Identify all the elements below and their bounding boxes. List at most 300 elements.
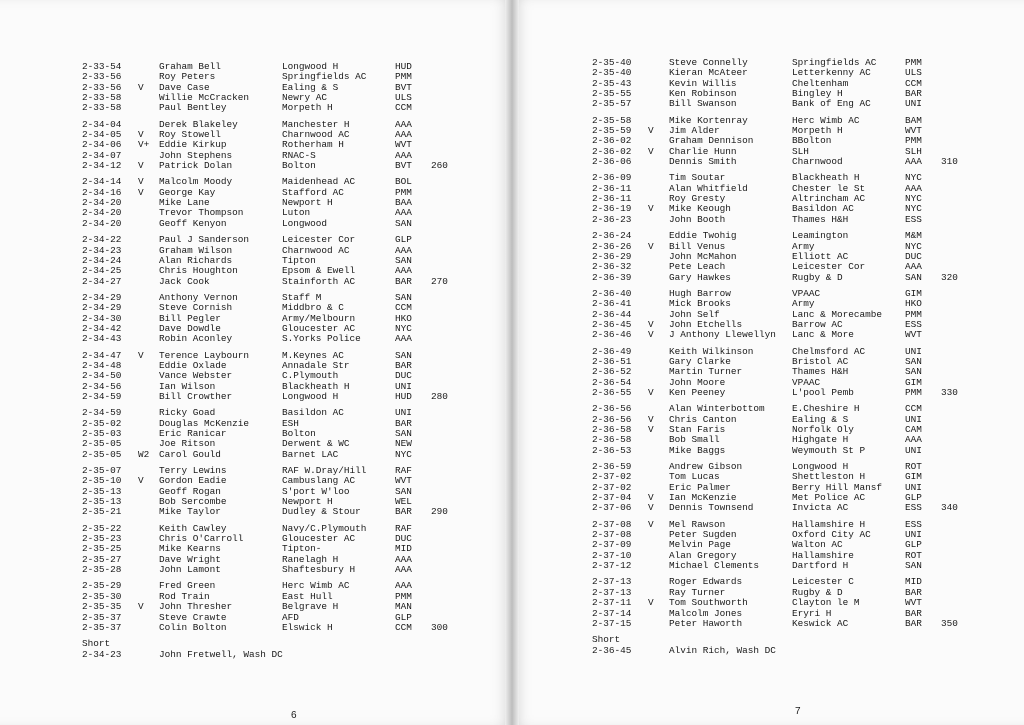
position-marker	[431, 83, 461, 93]
time: 2-36-24	[592, 230, 632, 242]
time: 2-37-04	[592, 492, 632, 504]
region-code: UNI	[395, 380, 412, 392]
region-code: BOL	[395, 176, 412, 188]
region-code: AAA	[395, 333, 412, 345]
region-code: HKO	[905, 298, 922, 310]
athlete-name: Kieran McAteer	[669, 67, 748, 79]
time: 2-35-27	[82, 553, 122, 565]
category-mark	[138, 487, 159, 497]
position-marker	[941, 551, 971, 561]
athlete-name: Michael Clements	[669, 560, 760, 572]
athlete-name: Robin Aconley	[159, 333, 233, 345]
position-marker	[431, 219, 461, 229]
club: Newry AC	[282, 92, 328, 104]
time: 2-35-22	[82, 522, 122, 534]
region-code: NYC	[905, 193, 922, 205]
time: 2-37-02	[592, 481, 632, 493]
result-row	[82, 277, 461, 287]
category-mark: V	[138, 81, 144, 93]
club: Navy/C.Plymouth	[282, 522, 367, 534]
position-marker	[941, 136, 971, 146]
position-marker: 330	[941, 386, 958, 398]
region-code: PMM	[395, 71, 412, 83]
position-marker	[431, 592, 461, 602]
region-code: SAN	[395, 291, 412, 303]
time: 2-36-41	[592, 298, 632, 310]
category-mark	[648, 577, 669, 587]
region-code: ULS	[905, 67, 922, 79]
result-row	[592, 231, 971, 241]
club: Stainforth AC	[282, 275, 356, 287]
club: Leicester C	[792, 576, 854, 588]
category-mark	[648, 357, 669, 367]
athlete-name: Trevor Thompson	[159, 207, 244, 219]
time: 2-35-28	[82, 564, 122, 576]
category-mark	[138, 93, 159, 103]
athlete-name: Charlie Hunn	[669, 145, 737, 157]
club: Ranelagh H	[282, 553, 339, 565]
athlete-name: Chris Houghton	[159, 265, 238, 277]
athlete-name: John Moore	[669, 376, 726, 388]
time: 2-34-20	[82, 207, 122, 219]
athlete-name: Mike Keough	[669, 203, 731, 215]
category-mark	[138, 507, 159, 517]
region-code: SLH	[905, 145, 922, 157]
region-code: BAR	[395, 417, 412, 429]
position-marker	[431, 419, 461, 429]
club: Dudley & Stour	[282, 506, 361, 518]
position-marker	[941, 330, 971, 340]
category-mark	[138, 246, 159, 256]
club: Longwood	[282, 217, 328, 229]
category-mark: V	[138, 129, 144, 141]
club: Highgate H	[792, 434, 849, 446]
time: 2-35-35	[82, 601, 122, 613]
time: 2-36-26	[592, 240, 632, 252]
results-list-right	[592, 58, 971, 656]
athlete-name: Gordon Eadie	[159, 475, 227, 487]
category-mark	[648, 79, 669, 89]
time: 2-37-13	[592, 586, 632, 598]
position-marker	[941, 310, 971, 320]
position-marker	[431, 581, 461, 591]
category-mark	[138, 314, 159, 324]
athlete-name: Bob Small	[669, 434, 720, 446]
position-marker	[941, 252, 971, 262]
club: Shaftesbury H	[282, 564, 356, 576]
category-mark	[138, 419, 159, 429]
result-row	[592, 503, 971, 513]
result-row	[82, 235, 461, 245]
result-row	[82, 103, 461, 113]
result-row	[592, 619, 971, 629]
club: Lanc & More	[792, 329, 854, 341]
position-marker	[941, 462, 971, 472]
time: 2-36-02	[592, 145, 632, 157]
time: 2-36-39	[592, 271, 632, 283]
athlete-name: Dave Wright	[159, 553, 221, 565]
region-code: GLP	[905, 539, 922, 551]
position-marker: 300	[431, 621, 448, 633]
result-row	[82, 565, 461, 575]
position-marker	[941, 89, 971, 99]
position-marker	[431, 450, 461, 460]
club: Walton AC	[792, 539, 843, 551]
category-mark	[648, 58, 669, 68]
time: 2-35-13	[82, 496, 122, 508]
spacer	[138, 650, 159, 660]
category-mark	[648, 561, 669, 571]
club: Cheltenham	[792, 77, 849, 89]
region-code: AAA	[395, 580, 412, 592]
region-code: RAF	[395, 465, 412, 477]
category-mark	[138, 429, 159, 439]
category-mark	[138, 277, 159, 287]
position-marker	[431, 439, 461, 449]
region-code: UNI	[905, 413, 922, 425]
athlete-name: John Stephens	[159, 149, 233, 161]
club: Oxford City AC	[792, 529, 871, 541]
time: 2-34-23	[82, 244, 122, 256]
time: 2-37-02	[592, 471, 632, 483]
region-code: CCM	[395, 621, 412, 633]
club: Elliott AC	[792, 250, 849, 262]
category-mark: V	[138, 601, 144, 613]
time: 2-36-56	[592, 413, 632, 425]
athlete-name: Dennis Smith	[669, 156, 737, 168]
result-row	[82, 623, 461, 633]
category-mark	[138, 334, 159, 344]
category-mark: V+	[138, 139, 150, 151]
athlete-name: Alan Winterbottom	[669, 403, 765, 415]
category-mark	[648, 367, 669, 377]
category-mark	[648, 462, 669, 472]
category-mark	[138, 371, 159, 381]
athlete-name: Dennis Townsend	[669, 502, 754, 514]
athlete-name: Steve Crawte	[159, 611, 227, 623]
position-marker	[431, 188, 461, 198]
club: Maidenhead AC	[282, 176, 356, 188]
time: 2-35-05	[82, 438, 122, 450]
athlete-name: Malcolm Moody	[159, 176, 233, 188]
club: Rugby & D	[792, 586, 843, 598]
region-code: CCM	[395, 102, 412, 114]
athlete-name: Bill Swanson	[669, 98, 737, 110]
position-marker: 260	[431, 160, 448, 172]
region-code: BAR	[905, 88, 922, 100]
position-marker	[431, 303, 461, 313]
time: 2-37-12	[592, 560, 632, 572]
time: 2-36-56	[592, 403, 632, 415]
category-mark	[138, 565, 159, 575]
category-mark	[138, 613, 159, 623]
club: Basildon AC	[792, 203, 854, 215]
position-marker	[431, 602, 461, 612]
time: 2-36-59	[592, 461, 632, 473]
athlete-name: Chris Canton	[669, 413, 737, 425]
athlete-name: Eddie Twohig	[669, 230, 737, 242]
category-mark: V	[138, 349, 144, 361]
time: 2-35-55	[592, 88, 632, 100]
time: 2-34-48	[82, 359, 122, 371]
position-marker	[941, 204, 971, 214]
club: Longwood H	[282, 61, 339, 72]
athlete-name: Terry Lewins	[159, 465, 227, 477]
club: L'pool Pemb	[792, 386, 854, 398]
club: Charnwood AC	[282, 129, 350, 141]
region-code: GLP	[395, 234, 412, 246]
position-marker	[941, 357, 971, 367]
region-code: BAA	[395, 197, 412, 209]
category-mark: V	[648, 203, 654, 215]
time: 2-35-29	[82, 580, 122, 592]
results-list-left	[82, 62, 461, 660]
athlete-name: Ricky Goad	[159, 407, 216, 419]
club: C.Plymouth	[282, 370, 339, 382]
time: 2-34-20	[82, 197, 122, 209]
category-mark	[138, 256, 159, 266]
time: 2-36-11	[592, 182, 632, 194]
book-gutter	[505, 0, 519, 725]
time: 2-34-05	[82, 129, 122, 141]
region-code: AAA	[395, 129, 412, 141]
time: 2-34-25	[82, 265, 122, 277]
athlete-name: Andrew Gibson	[669, 461, 743, 473]
club: Blackheath H	[282, 380, 350, 392]
time: 2-34-06	[82, 139, 122, 151]
time: 2-36-11	[592, 193, 632, 205]
club: Army	[792, 240, 815, 252]
region-code: CAM	[905, 424, 922, 435]
athlete-name: Steve Connelly	[669, 57, 748, 68]
category-mark	[138, 324, 159, 334]
athlete-name: Geoff Kenyon	[159, 217, 227, 229]
athlete-name: Mike Kearns	[159, 543, 221, 555]
category-mark: V	[138, 176, 144, 188]
position-marker	[941, 194, 971, 204]
category-mark: V	[648, 518, 654, 530]
athlete-name: John Thresher	[159, 601, 233, 613]
position-marker	[941, 79, 971, 89]
region-code: WVT	[395, 475, 412, 487]
region-code: WVT	[905, 125, 922, 137]
position-marker	[431, 371, 461, 381]
category-mark	[648, 435, 669, 445]
club: Newport H	[282, 197, 333, 209]
club: Weymouth St P	[792, 444, 866, 456]
athlete-name: J Anthony Llewellyn	[669, 329, 776, 341]
club: Keswick AC	[792, 617, 849, 629]
region-code: SAN	[395, 217, 412, 229]
region-code: M&M	[905, 230, 922, 242]
region-code: UNI	[905, 481, 922, 493]
region-code: AAA	[395, 265, 412, 277]
category-mark: V	[648, 125, 654, 137]
region-code: PMM	[395, 590, 412, 602]
athlete-name: Steve Cornish	[159, 302, 233, 314]
club: Ealing & S	[792, 413, 849, 425]
position-marker	[941, 446, 971, 456]
position-marker	[941, 215, 971, 225]
category-mark: V	[648, 492, 654, 504]
category-mark	[138, 219, 159, 229]
short-time: 2-34-23	[82, 648, 122, 660]
athlete-name: Dave Case	[159, 81, 210, 93]
category-mark	[138, 361, 159, 371]
region-code: NYC	[395, 322, 412, 334]
category-mark	[138, 581, 159, 591]
time: 2-36-46	[592, 329, 632, 341]
result-row	[592, 561, 971, 571]
region-code: BAR	[395, 275, 412, 287]
region-code: SAN	[905, 366, 922, 378]
time: 2-34-30	[82, 312, 122, 324]
position-marker	[431, 524, 461, 534]
athlete-name: Kevin Willis	[669, 77, 737, 89]
position-marker	[431, 62, 461, 72]
category-mark	[138, 266, 159, 276]
region-code: NYC	[905, 172, 922, 184]
result-row	[592, 273, 971, 283]
time: 2-34-42	[82, 322, 122, 334]
club: Elswick H	[282, 621, 333, 633]
position-marker	[431, 72, 461, 82]
region-code: AAA	[395, 244, 412, 256]
position-marker	[941, 262, 971, 272]
athlete-name: Roy Stowell	[159, 129, 221, 141]
club: Chelmsford AC	[792, 345, 866, 357]
time: 2-36-58	[592, 424, 632, 435]
athlete-name: Patrick Dolan	[159, 160, 233, 172]
club: Gloucester AC	[282, 322, 356, 334]
category-mark	[138, 303, 159, 313]
position-marker	[431, 476, 461, 486]
athlete-name: Keith Wilkinson	[669, 345, 754, 357]
region-code: PMM	[905, 57, 922, 68]
category-mark: V	[648, 502, 654, 514]
club: RNAC-S	[282, 149, 316, 161]
athlete-name: Graham Bell	[159, 61, 221, 72]
region-code: UNI	[905, 345, 922, 357]
club: E.Cheshire H	[792, 403, 860, 415]
category-mark	[138, 408, 159, 418]
club: Army	[792, 298, 815, 310]
time: 2-35-07	[82, 465, 122, 477]
page-number-right: 7	[795, 706, 801, 717]
result-row	[592, 388, 971, 398]
time: 2-35-37	[82, 621, 122, 633]
club: VPAAC	[792, 376, 821, 388]
time: 2-37-15	[592, 617, 632, 629]
position-marker: 270	[431, 275, 448, 287]
athlete-name: Colin Bolton	[159, 621, 227, 633]
time: 2-35-59	[592, 125, 632, 137]
region-code: MID	[395, 543, 412, 555]
category-mark	[648, 609, 669, 619]
position-marker	[941, 483, 971, 493]
region-code: SAN	[395, 254, 412, 266]
region-code: RAF	[395, 522, 412, 534]
category-mark	[648, 530, 669, 540]
result-row	[592, 299, 971, 309]
position-marker: 310	[941, 156, 958, 168]
region-code: CCM	[905, 77, 922, 89]
time: 2-36-44	[592, 308, 632, 320]
short-time: 2-36-45	[592, 644, 632, 656]
club: M.Keynes AC	[282, 349, 344, 361]
athlete-name: John McMahon	[669, 250, 737, 262]
position-marker	[431, 408, 461, 418]
time: 2-37-09	[592, 539, 632, 551]
time: 2-34-04	[82, 118, 122, 130]
region-code: ESS	[905, 318, 922, 330]
region-code: WVT	[905, 597, 922, 609]
region-code: AAA	[395, 553, 412, 565]
position-marker	[431, 208, 461, 218]
region-code: ROT	[905, 461, 922, 473]
category-mark: V	[648, 329, 654, 341]
short-entry: John Fretwell, Wash DC	[159, 648, 283, 660]
club: Berry Hill Mansf	[792, 481, 883, 493]
club: Invicta AC	[792, 502, 849, 514]
club: Blackheath H	[792, 172, 860, 184]
time: 2-34-20	[82, 217, 122, 229]
position-marker: 280	[431, 390, 448, 402]
category-mark: V	[138, 186, 144, 198]
position-marker: 340	[941, 502, 958, 514]
short-entry: Alvin Rich, Wash DC	[669, 644, 776, 656]
athlete-name: Mike Taylor	[159, 506, 221, 518]
time: 2-36-53	[592, 444, 632, 456]
club: Dartford H	[792, 560, 849, 572]
time: 2-35-57	[592, 98, 632, 110]
page-right	[512, 0, 1024, 725]
athlete-name: Jim Alder	[669, 125, 720, 137]
region-code: UNI	[395, 407, 412, 419]
region-code: BAR	[395, 506, 412, 518]
athlete-name: John Booth	[669, 213, 726, 225]
position-marker	[941, 472, 971, 482]
club: Longwood H	[792, 461, 849, 473]
club: Newport H	[282, 496, 333, 508]
position-marker	[941, 367, 971, 377]
club: Barnet LAC	[282, 448, 339, 460]
time: 2-34-12	[82, 160, 122, 172]
region-code: AAA	[395, 564, 412, 576]
athlete-name: Mike Baggs	[669, 444, 726, 456]
category-mark	[648, 446, 669, 456]
position-marker	[941, 242, 971, 252]
category-mark	[648, 347, 669, 357]
time: 2-33-58	[82, 92, 122, 104]
club: Army/Melbourn	[282, 312, 356, 324]
club: Clayton le M	[792, 597, 860, 609]
athlete-name: Geoff Rogan	[159, 485, 221, 497]
club: Hallamshire	[792, 549, 854, 561]
category-mark	[648, 472, 669, 482]
athlete-name: George Kay	[159, 186, 216, 198]
athlete-name: Bob Sercombe	[159, 496, 227, 508]
result-row	[82, 392, 461, 402]
club: Altrincham AC	[792, 193, 866, 205]
category-mark	[648, 89, 669, 99]
spacer	[648, 646, 669, 656]
region-code: HUD	[395, 61, 412, 72]
time: 2-35-13	[82, 485, 122, 497]
position-marker	[431, 544, 461, 554]
athlete-name: Eddie Kirkup	[159, 139, 227, 151]
athlete-name: Pete Leach	[669, 261, 726, 273]
